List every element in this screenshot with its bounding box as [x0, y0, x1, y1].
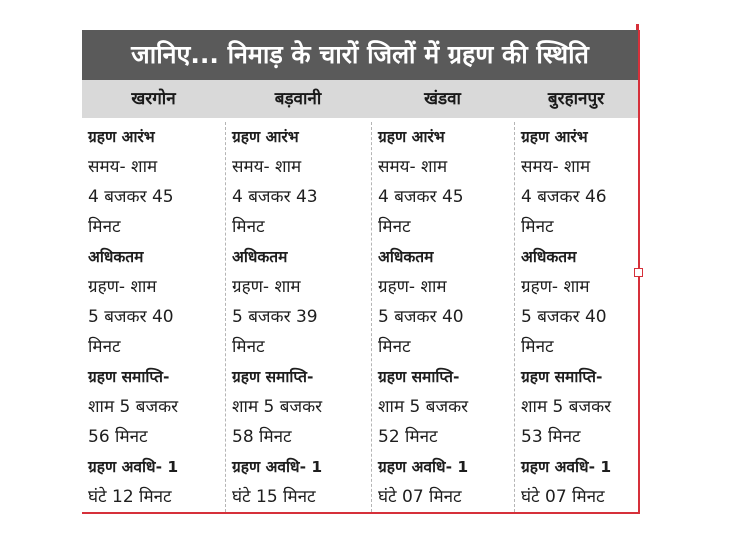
timing-label: ग्रहण आरंभ — [378, 128, 445, 146]
district-header-khandwa: खंडवा — [424, 89, 461, 109]
timing-value: 58 मिनट — [232, 427, 292, 447]
district-column-burhanpur — [514, 122, 638, 512]
district-header-row — [82, 80, 638, 118]
page-title: जानिए... निमाड़ के चारों जिलों में ग्रहण की स्थिति — [82, 30, 638, 80]
border-handle-mark — [634, 268, 643, 277]
timing-label: अधिकतम — [521, 248, 577, 266]
district-column-barwani — [225, 122, 371, 512]
timing-label: ग्रहण आरंभ — [232, 128, 299, 146]
timing-label: ग्रहण अवधि- 1 — [88, 458, 179, 476]
eclipse-timings-grid — [82, 122, 638, 512]
district-header-barwani: बड़वानी — [274, 89, 322, 109]
timing-value: ग्रहण- शाम — [88, 277, 157, 297]
timing-value: 56 मिनट — [88, 427, 148, 447]
timing-value: घंटे 07 मिनट — [378, 487, 462, 507]
district-column-khandwa — [371, 122, 514, 512]
district-header-burhanpur: बुरहानपुर — [547, 89, 605, 109]
timing-value: समय- शाम — [521, 157, 591, 177]
timing-value: मिनट — [521, 337, 554, 357]
timing-value: मिनट — [521, 217, 554, 237]
timing-value: घंटे 07 मिनट — [521, 487, 605, 507]
timing-label: ग्रहण आरंभ — [88, 128, 155, 146]
district-header-khargone: खरगोन — [131, 89, 176, 109]
timing-value: शाम 5 बजकर — [521, 397, 612, 417]
timing-value: मिनट — [232, 337, 265, 357]
timing-value: शाम 5 बजकर — [88, 397, 179, 417]
timing-value: ग्रहण- शाम — [378, 277, 447, 297]
timing-value: 53 मिनट — [521, 427, 581, 447]
timing-value: 4 बजकर 45 — [88, 187, 174, 207]
timing-label: अधिकतम — [378, 248, 434, 266]
timing-value: मिनट — [88, 337, 121, 357]
timing-value: मिनट — [232, 217, 265, 237]
timing-value: घंटे 15 मिनट — [232, 487, 316, 507]
timing-value: ग्रहण- शाम — [232, 277, 301, 297]
timing-value: 4 बजकर 43 — [232, 187, 318, 207]
timing-value: घंटे 12 मिनट — [88, 487, 172, 507]
timing-value: ग्रहण- शाम — [521, 277, 590, 297]
timing-label: ग्रहण अवधि- 1 — [378, 458, 469, 476]
timing-value: समय- शाम — [232, 157, 302, 177]
timing-label: ग्रहण आरंभ — [521, 128, 588, 146]
timing-label: ग्रहण समाप्ति- — [88, 368, 170, 386]
timing-value: मिनट — [88, 217, 121, 237]
timing-label: अधिकतम — [232, 248, 288, 266]
timing-label: अधिकतम — [88, 248, 144, 266]
timing-label: ग्रहण समाप्ति- — [378, 368, 460, 386]
timing-value: समय- शाम — [88, 157, 158, 177]
timing-value: 4 बजकर 46 — [521, 187, 607, 207]
timing-value: 5 बजकर 40 — [521, 307, 607, 327]
eclipse-info-card — [82, 30, 640, 514]
timing-value: मिनट — [378, 337, 411, 357]
timing-value: 5 बजकर 40 — [378, 307, 464, 327]
timing-value: 5 बजकर 40 — [88, 307, 174, 327]
timing-value: शाम 5 बजकर — [378, 397, 469, 417]
timing-label: ग्रहण अवधि- 1 — [521, 458, 612, 476]
timing-value: मिनट — [378, 217, 411, 237]
timing-value: 5 बजकर 39 — [232, 307, 318, 327]
timing-label: ग्रहण अवधि- 1 — [232, 458, 323, 476]
timing-label: ग्रहण समाप्ति- — [232, 368, 314, 386]
district-column-khargone — [82, 122, 225, 512]
timing-value: 52 मिनट — [378, 427, 438, 447]
timing-label: ग्रहण समाप्ति- — [521, 368, 603, 386]
timing-value: समय- शाम — [378, 157, 448, 177]
timing-value: शाम 5 बजकर — [232, 397, 323, 417]
timing-value: 4 बजकर 45 — [378, 187, 464, 207]
